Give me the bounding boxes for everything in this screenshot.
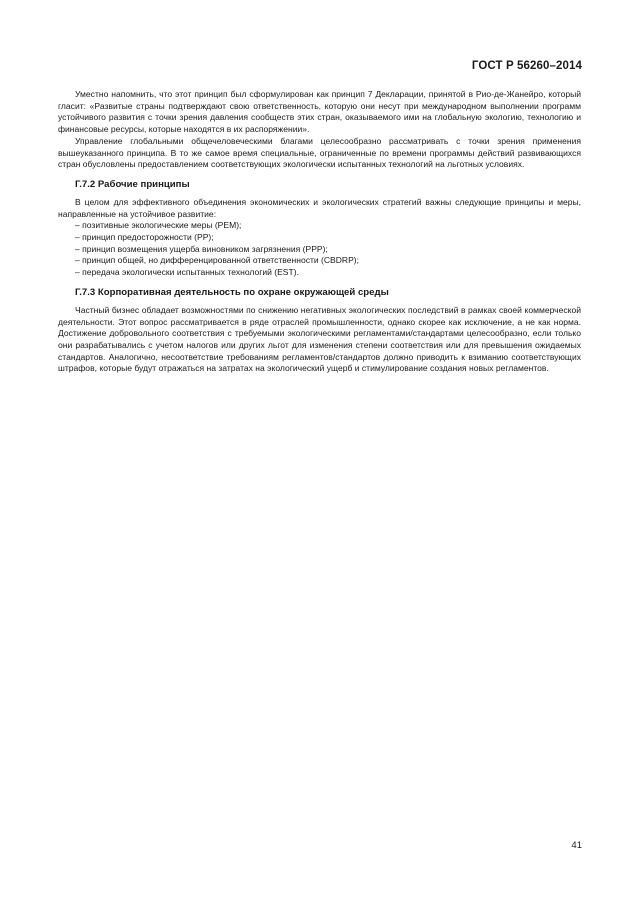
section-g73-paragraph: Частный бизнес обладает возможностями по снижению негативных экологических последствий в рамках своей коммерческой деятельности. Этот вопрос рассматривается в ряде отраслей промышленности, однако скорее как исключение, а не как норма. Достижение добровольного соответствия с требуемыми экологическими регламентами/стандартами целесообразно, если только они разрабатывались с учетом налогов или других льгот для изменения степени соответствия или для превышения ожидаемых стандартов. Аналогично, несоответствие требованиям регламентов/стандартов должно приводить к взиманию соответствующих штрафов, которые будут отражаться на затратах на экологический ущерб и стимулирование создания новых регламентов. — [58, 304, 581, 374]
section-heading-g73: Г.7.3 Корпоративная деятельность по охране окружающей среды — [75, 286, 389, 298]
intro-paragraph-1: Уместно напомнить, что этот принцип был сформулирован как принцип 7 Декларации, принятой в Рио-де-Жанейро, который гласит: «Развитые страны подтверждают свою ответственность, которую они несут при международном выполнении программ устойчивого развития с точки зрения давления сообществ этих стран, оказываемого ими на глобальную экологию, технологию и финансовые ресурсы, которые находятся в их распоряжении». — [58, 89, 581, 135]
document-standard-id: ГОСТ Р 56260–2014 — [471, 60, 582, 72]
principles-list — [58, 220, 581, 279]
list-item: – позитивные экологические меры (PEM); — [75, 220, 242, 231]
section-g72-intro: В целом для эффективного объединения экономических и экологических стратегий важны следующие принципы и меры, направленные на устойчивое развитие: — [58, 196, 581, 219]
page-number: 41 — [571, 840, 582, 851]
list-item: – принцип общей, но дифференцированной ответственности (CBDRP); — [75, 255, 360, 266]
document-body — [58, 89, 581, 375]
section-heading-g72: Г.7.2 Рабочие принципы — [75, 178, 190, 190]
list-item: – передача экологически испытанных технологий (EST). — [75, 267, 299, 278]
list-item: – принцип возмещения ущерба виновником загрязнения (PPP); — [75, 243, 328, 254]
intro-paragraph-2: Управление глобальными общечеловеческими благами целесообразно рассматривать с точки зрения применения вышеуказанного принципа. В то же самое время специальные, ограниченные по времени программы действий развивающихся стран обусловлены предоставлением соответствующих экологически испытанных технологий на льготных условиях. — [58, 135, 581, 170]
list-item: – принцип предосторожности (PP); — [75, 232, 214, 243]
